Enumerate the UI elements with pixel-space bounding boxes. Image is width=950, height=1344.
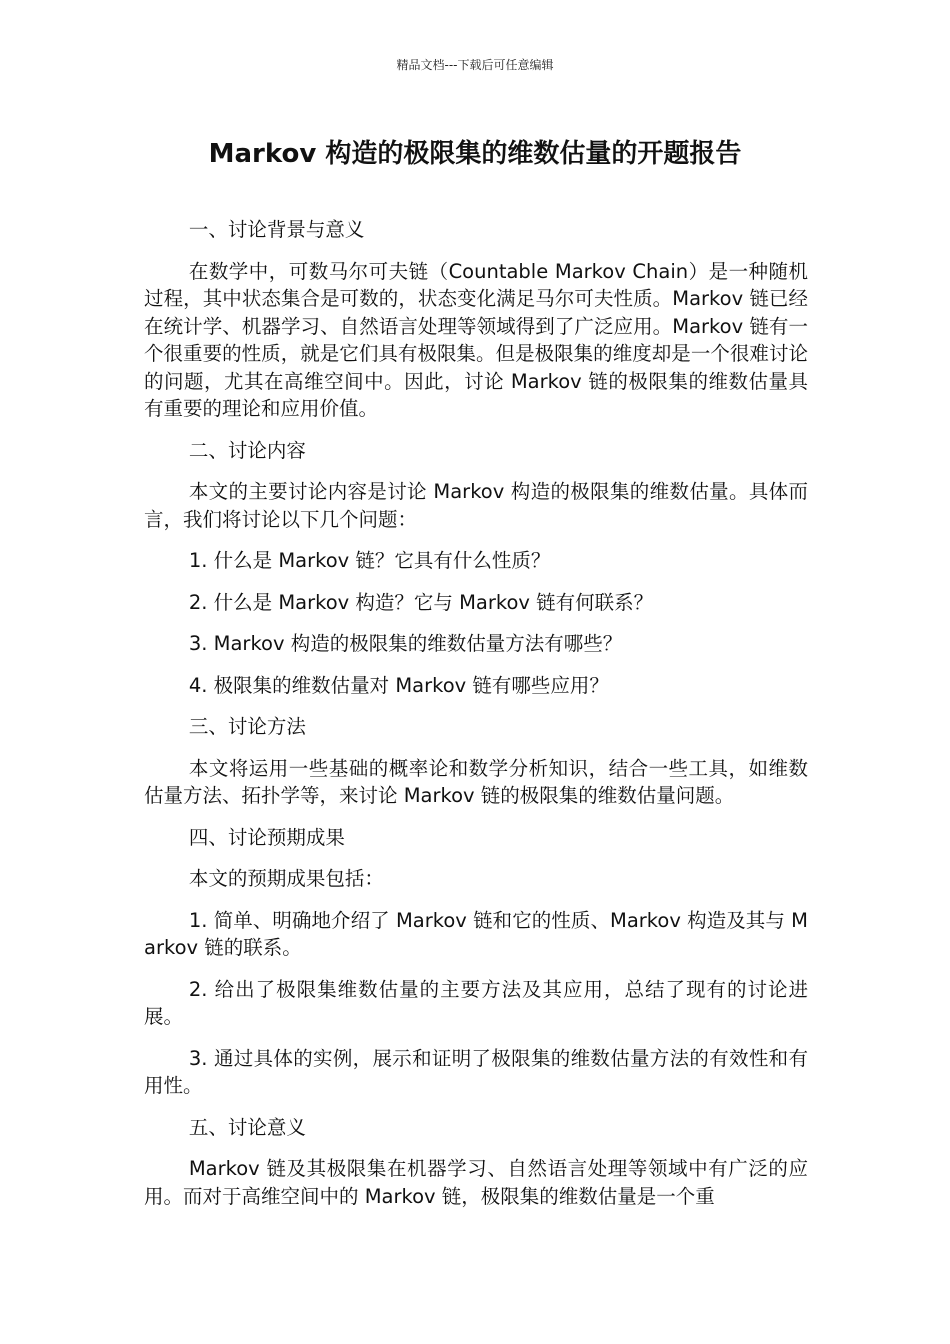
section-heading: 四、讨论预期成果 xyxy=(188,825,345,849)
section-heading: 一、讨论背景与意义 xyxy=(188,218,365,241)
list-item: 1. 什么是 Markov 链？它具有什么性质？ xyxy=(188,549,551,572)
paragraph: 在数学中，可数马尔可夫链（Countable Markov Chain）是一种随机过程，其中状态集合是可数的，状态变化满足马尔可夫性质。Markov 链已经在统计学、机器学习、自然语言处理等领域得到了广泛应用。Markov 链有一个很重要的性质，就是它们具有极限集。但是极限集的维度却是一个很难讨论的问题，尤其在高维空间中。因此，讨论 Markov 链的极限集的维数估量具有重要的理论和应用价值。 xyxy=(144,259,808,420)
list-item: 2. 什么是 Markov 构造？它与 Markov 链有何联系？ xyxy=(188,590,654,614)
paragraph: 本文的预期成果包括： xyxy=(188,867,384,890)
document-title: Markov 构造的极限集的维数估量的开题报告 xyxy=(208,139,742,169)
paragraph: 本文将运用一些基础的概率论和数学分析知识，结合一些工具，如维数估量方法、拓扑学等，来讨论 Markov 链的极限集的维数估量问题。 xyxy=(144,756,808,807)
section-heading: 五、讨论意义 xyxy=(188,1115,306,1139)
section-heading: 三、讨论方法 xyxy=(188,715,306,738)
page-header: 精品文档---下载后可任意编辑 xyxy=(396,58,554,72)
document-body xyxy=(144,216,808,1224)
paragraph: 本文的主要讨论内容是讨论 Markov 构造的极限集的维数估量。具体而言，我们将讨论以下几个问题： xyxy=(144,480,808,531)
section-heading: 二、讨论内容 xyxy=(188,438,306,462)
list-item: 3. Markov 构造的极限集的维数估量方法有哪些？ xyxy=(188,632,623,655)
paragraph: Markov 链及其极限集在机器学习、自然语言处理等领域中有广泛的应用。而对于高维空间中的 Markov 链，极限集的维数估量是一个重 xyxy=(144,1157,808,1208)
list-item: 4. 极限集的维数估量对 Markov 链有哪些应用？ xyxy=(188,673,609,697)
list-item: 1. 简单、明确地介绍了 Markov 链和它的性质、Markov 构造及其与 Markov 链的联系。 xyxy=(144,908,808,959)
list-item: 3. 通过具体的实例，展示和证明了极限集的维数估量方法的有效性和有用性。 xyxy=(144,1046,808,1097)
list-item: 2. 给出了极限集维数估量的主要方法及其应用，总结了现有的讨论进展。 xyxy=(144,977,808,1028)
